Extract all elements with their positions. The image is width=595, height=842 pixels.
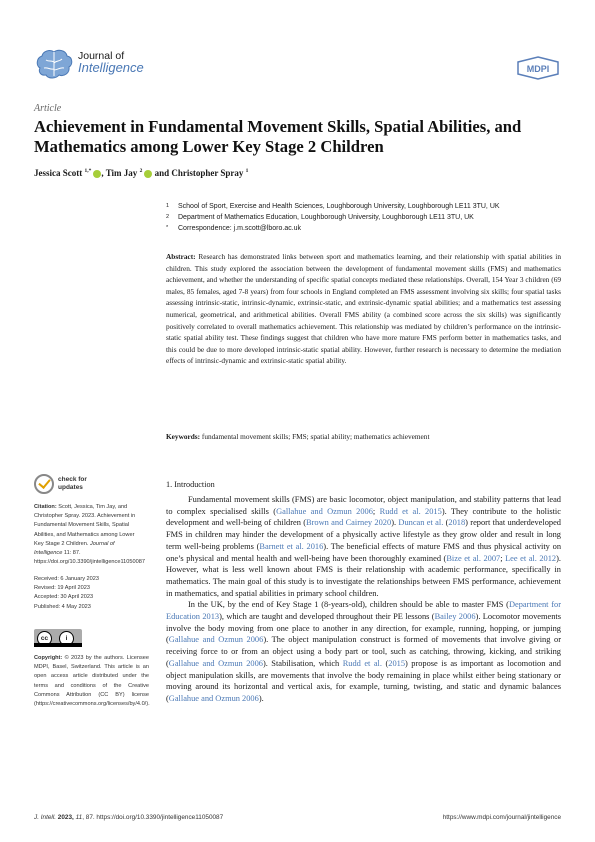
license-bar bbox=[34, 643, 82, 647]
published-date: Published: 4 May 2023 bbox=[34, 603, 91, 610]
author-name[interactable]: and Christopher Spray bbox=[154, 168, 244, 178]
citation-link[interactable]: Rudd et al. bbox=[342, 658, 382, 668]
citation-label: Citation: bbox=[34, 504, 57, 510]
abstract-text: Research has demonstrated links between sport and mathematics learning, and their relationship with spatial abilities in children. This study explored the association between the development of fundamental movement skills (FMS) and mathematics achievement, and whether the understanding of specific spatial concepts mediated these relationships. Overall, 154 Year 3 children (69 males, 85 females, aged 7-8 years) from four schools in England completed an FMS assessment involving six skills; four spatial tasks assessing intrinsic-static, intrinsic-dynamic, extrinsic-static, and extrinsic-dynamic spatial abilities; and a mathematics test assessing numerical, geometrical, and arithmetical abilities. Overall FMS ability (a combined score across the six skills) was significantly positively correlated to overall mathematics achievement. This relationship was mediated by children’s performance on the intrinsic-static spatial ability test. These findings suggest that children who have more mature FMS perform better in mathematics tasks, and this could be due to more developed intrinsic-static spatial ability. However, further research is necessary to determine the mediation effects of intrinsic-dynamic and extrinsic-static spatial ability. bbox=[166, 252, 561, 366]
section-heading: 1. Introduction bbox=[166, 480, 215, 489]
journal-title: Intelligence bbox=[78, 60, 144, 75]
citation-link[interactable]: 2015 bbox=[388, 658, 405, 668]
article-title: Achievement in Fundamental Movement Skills, Spatial Abilities, and Mathematics among Lower Key Stage 2 Children bbox=[34, 117, 522, 156]
affiliation bbox=[166, 202, 500, 211]
footer-journal: J. Intell. bbox=[34, 814, 57, 821]
abstract bbox=[166, 251, 561, 367]
citation-link[interactable]: Brown and Cairney 2020 bbox=[306, 518, 392, 528]
affiliation-marker: 1 bbox=[166, 203, 170, 209]
footer-year: 2023, bbox=[56, 814, 76, 821]
received-date: Received: 6 January 2023 bbox=[34, 576, 99, 582]
check-for-updates-button[interactable] bbox=[58, 476, 87, 491]
cc-icon: cc bbox=[37, 631, 52, 646]
orcid-icon[interactable] bbox=[93, 170, 101, 178]
copyright-block bbox=[34, 654, 149, 709]
copyright-text: © 2023 by the authors. Licensee MDPI, Basel, Switzerland. This article is an open access article distributed under the terms and conditions of the Creative Commons Attribution (CC BY) license (https://creativecommons.org/licenses/by/4.0/). bbox=[34, 655, 150, 708]
citation-journal: Journal of Intelligence bbox=[34, 540, 115, 557]
citation-link[interactable]: Bize et al. 2007 bbox=[446, 553, 501, 563]
paragraph: Fundamental movement skills (FMS) are basic locomotor, object manipulation, and stability patterns that lead to complex specialised skills (Gallahue and Ozmun 2006; Rudd et al. 2015). They contribute to the holistic development and well-being of children (Brown and Cairney 2020). Duncan et al. (2018) report that underdeveloped FMS in children may hinder the development of a physically active lifestyle as they grow older and result in long term well-being problems (Barnett et al. 2016). The beneficial effects of mature FMS and thus physical activity on one’s physical and mental health and well-being have been thoroughly examined (Bize et al. 2007; Lee et al. 2012). However, what is less well known about FMS is their relationship with academic performance, specifically in mathematics. The main goal of this study is to investigate the relationships between FMS performance, achievement in mathematics, and spatial abilities in primary school children. bbox=[166, 495, 562, 598]
journal-prefix: Journal of bbox=[78, 50, 125, 62]
check-label-line: updates bbox=[58, 483, 83, 491]
citation-link[interactable]: Duncan et al. bbox=[398, 518, 444, 528]
footer-doi[interactable]: , 87. https://doi.org/10.3390/jintelligence11050087 bbox=[82, 814, 224, 821]
citation-link[interactable]: Bailey 2006 bbox=[434, 612, 476, 622]
journal-brain-logo-icon bbox=[34, 48, 74, 82]
cc-by-license-icon[interactable] bbox=[34, 629, 82, 647]
citation-block bbox=[34, 503, 144, 567]
publication-dates bbox=[34, 575, 144, 612]
citation-link[interactable]: Gallahue and Ozmun 2006 bbox=[168, 693, 259, 703]
author-affiliation-marker: 1,* bbox=[84, 168, 92, 174]
orcid-icon[interactable] bbox=[144, 170, 152, 178]
author-list: Jessica Scott $^{1,*}$ , Tim Jay $^2$ and Christopher Spray $^1$ bbox=[34, 168, 249, 178]
citation-text: Scott, Jessica, Tim Jay, and Christopher Spray. 2023. Achievement in Fundamental Movement Skills, Spatial Abilities, and Mathematics among Lower Key Stage 2 Children. bbox=[34, 504, 136, 547]
correspondence bbox=[166, 224, 301, 233]
footer-citation bbox=[34, 814, 223, 821]
author-name[interactable]: Tim Jay bbox=[105, 168, 138, 178]
affiliation-marker: * bbox=[166, 225, 169, 231]
footer-volume: 11 bbox=[75, 814, 83, 821]
citation-link[interactable]: Lee et al. 2012 bbox=[505, 553, 557, 563]
journal-name bbox=[78, 50, 144, 74]
citation-link[interactable]: Barnett et al. 2016 bbox=[259, 541, 324, 551]
affiliation-text: Department of Mathematics Education, Loughborough University, Loughborough LE11 3TU, UK bbox=[178, 214, 474, 221]
affiliation-marker: 2 bbox=[166, 214, 170, 220]
mdpi-logo-icon bbox=[516, 56, 560, 80]
correspondence-text[interactable]: Correspondence: j.m.scott@lboro.ac.uk bbox=[178, 225, 302, 232]
keywords-label: Keywords: bbox=[166, 432, 201, 441]
revised-date: Revised: 19 April 2023 bbox=[34, 585, 90, 592]
keywords-text: fundamental movement skills; FMS; spatial ability; mathematics achievement bbox=[201, 432, 430, 441]
author-affiliation-marker: 1 bbox=[245, 168, 249, 174]
affiliation bbox=[166, 213, 474, 222]
author-affiliation-marker: 2 bbox=[139, 168, 143, 174]
by-attribution-icon: i bbox=[59, 631, 74, 646]
citation-doi[interactable]: 11: 87. https://doi.org/10.3390/jintelligence11050087 bbox=[34, 550, 145, 566]
citation-link[interactable]: Gallahue and Ozmun 2006 bbox=[276, 506, 373, 516]
citation-link[interactable]: 2018 bbox=[448, 518, 466, 528]
citation-link[interactable]: Rudd et al. 2015 bbox=[379, 506, 442, 516]
paragraph: In the UK, by the end of Key Stage 1 (8-years-old), children should be able to master FMS (Department for Education 2013), which are taught and developed throughout their PE lessons (Bailey 2006). Locomotor movements involve the body moving from one place to another in any direction, for example, running, hopping, or jumping (Gallahue and Ozmun 2006). The object manipulation construct is formed of movements that involve giving or receiving force to or from an object using a body part or tool, such as catching, throwing, kicking, and striking (Gallahue and Ozmun 2006). Stabilisation, which Rudd et al. (2015) propose is as important as locomotion and object manipulation skills, are movements that involve the body remaining in place whilst either being stationary or moving around its horizontal and vertical axis, for example, turning, twisting, and static and dynamic balances (Gallahue and Ozmun 2006). bbox=[166, 600, 561, 703]
affiliation-text: School of Sport, Exercise and Health Sciences, Loughborough University, Loughborough LE11 3TU, UK bbox=[178, 203, 500, 210]
citation-link[interactable]: Department for Education 2013 bbox=[166, 600, 561, 622]
author-name[interactable]: Jessica Scott bbox=[34, 168, 83, 178]
check-for-updates-icon[interactable] bbox=[34, 474, 54, 494]
keywords bbox=[166, 431, 561, 443]
citation-link[interactable]: Gallahue and Ozmun 2006 bbox=[168, 658, 263, 668]
article-type: Article bbox=[34, 103, 62, 114]
accepted-date: Accepted: 30 April 2023 bbox=[34, 594, 94, 601]
citation-link[interactable]: Gallahue and Ozmun 2006 bbox=[168, 635, 264, 645]
check-label-line: check for bbox=[58, 476, 87, 483]
body-text bbox=[166, 494, 561, 705]
abstract-label: Abstract: bbox=[166, 252, 196, 261]
publisher-label: MDPI bbox=[526, 64, 550, 74]
footer-journal-url[interactable]: https://www.mdpi.com/journal/jintelligence bbox=[442, 814, 561, 821]
copyright-label: Copyright: bbox=[34, 655, 63, 661]
